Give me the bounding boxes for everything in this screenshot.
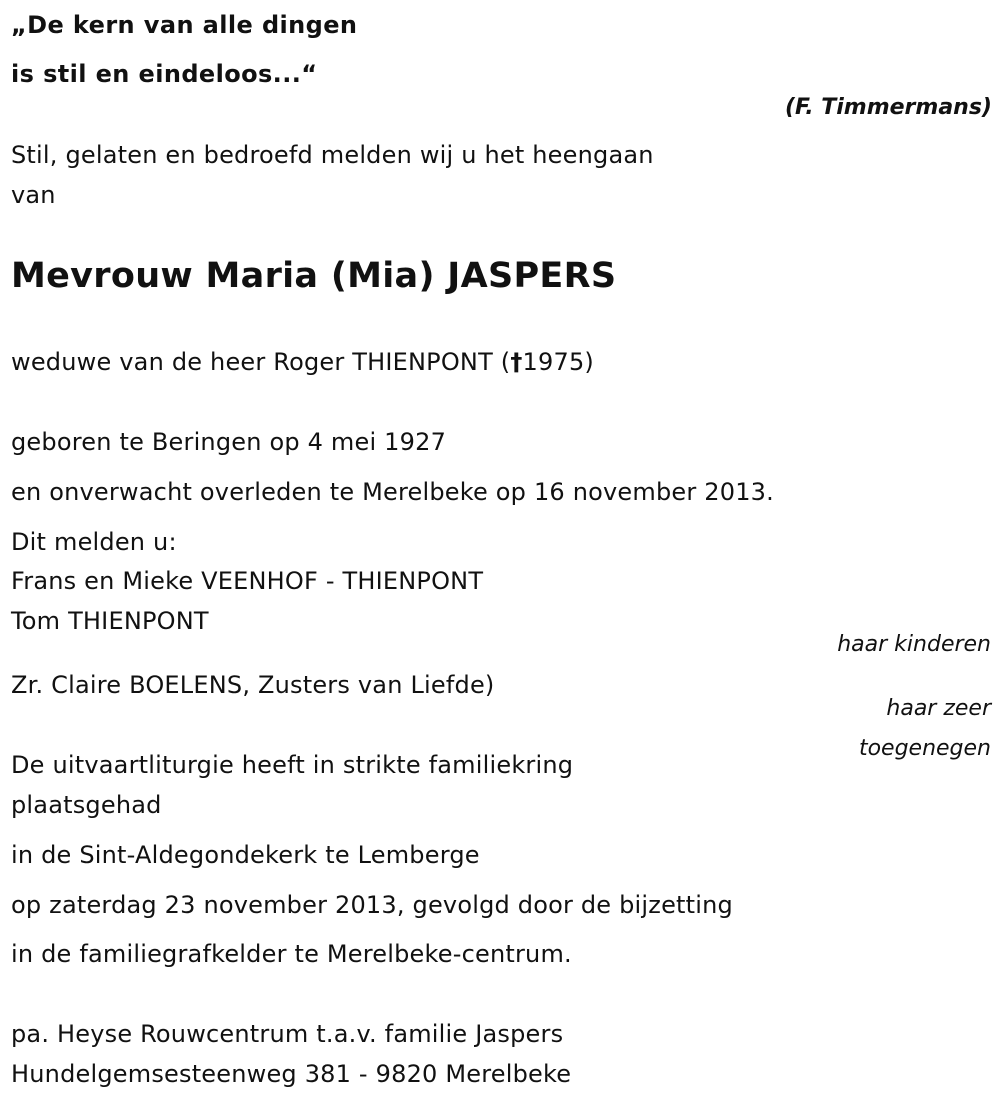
motto-author: (F. Timmermans) (785, 95, 992, 120)
children-label: haar kinderen (837, 632, 991, 657)
cross-icon: † (510, 348, 523, 376)
funeral-line-4: op zaterdag 23 november 2013, gevolgd door de bijzetting (11, 891, 733, 919)
death-line: en onverwacht overleden te Merelbeke op 16 november 2013. (11, 478, 774, 506)
sister-label-line-2: toegenegen (858, 736, 991, 761)
address-line-1: pa. Heyse Rouwcentrum t.a.v. familie Jaspers (11, 1020, 564, 1048)
announcers-heading: Dit melden u: (11, 528, 177, 556)
motto-line-2: is stil en eindeloos...“ (11, 60, 318, 88)
announcer-child-2: Tom THIENPONT (11, 607, 209, 635)
announcer-sister: Zr. Claire BOELENS, Zusters van Liefde) (11, 671, 495, 699)
deceased-name: Mevrouw Maria (Mia) JASPERS (11, 256, 617, 296)
funeral-line-3: in de Sint-Aldegondekerk te Lemberge (11, 841, 480, 869)
widow-year: 1975) (522, 348, 594, 376)
announcer-child-1: Frans en Mieke VEENHOF - THIENPONT (11, 567, 484, 595)
funeral-line-1: De uitvaartliturgie heeft in strikte familiekring (11, 751, 574, 779)
widow-line (11, 347, 594, 377)
birth-line: geboren te Beringen op 4 mei 1927 (11, 428, 447, 456)
intro-line-1: Stil, gelaten en bedroefd melden wij u het heengaan (11, 141, 654, 169)
widow-prefix: weduwe van de heer Roger THIENPONT ( (11, 348, 511, 376)
sister-label-line-1: haar zeer (886, 696, 991, 721)
motto-line-1: „De kern van alle dingen (11, 11, 358, 39)
funeral-line-2: plaatsgehad (11, 791, 162, 819)
funeral-line-5: in de familiegrafkelder te Merelbeke-centrum. (11, 940, 572, 968)
address-line-2: Hundelgemsesteenweg 381 - 9820 Merelbeke (11, 1060, 572, 1088)
intro-line-2: van (11, 181, 56, 209)
